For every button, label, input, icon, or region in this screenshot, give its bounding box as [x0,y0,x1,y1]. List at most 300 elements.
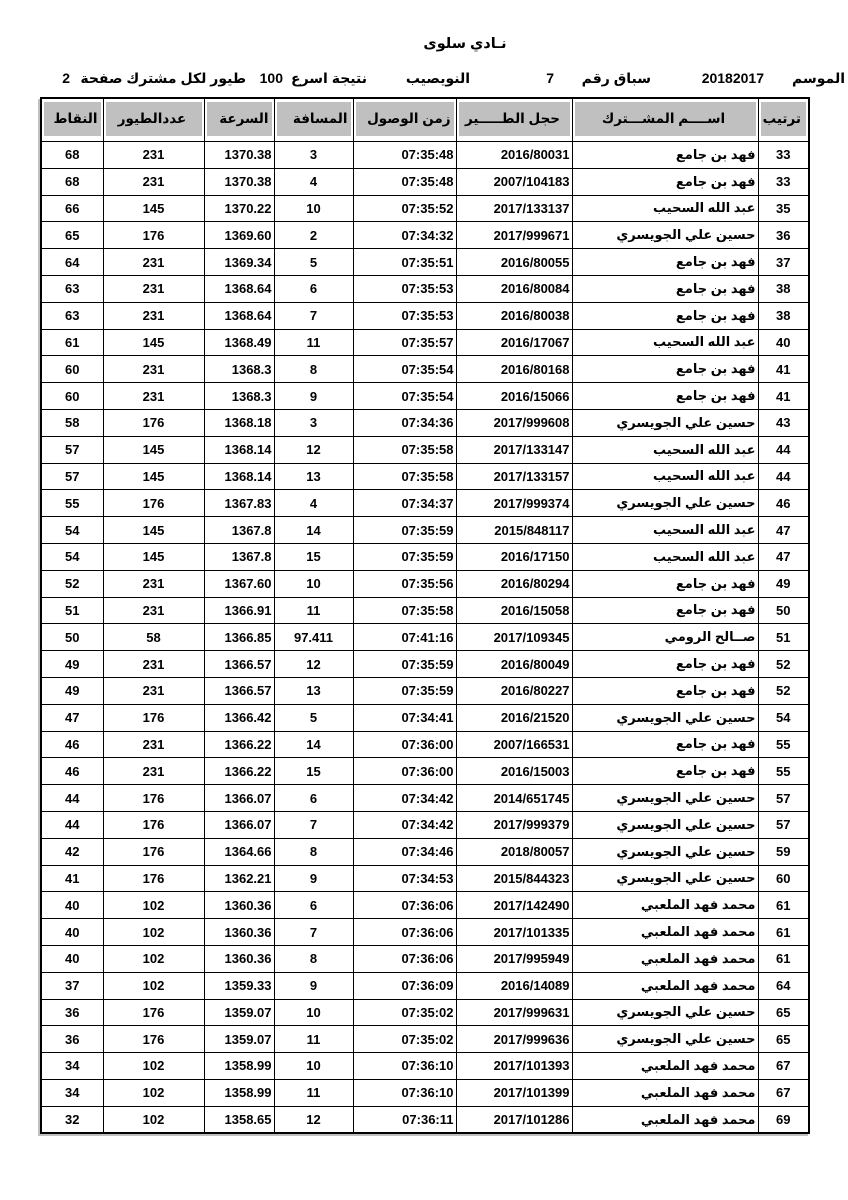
cell-bird-count: 231 [103,249,204,276]
table-row [41,597,809,624]
cell-participant-name: محمد فهد الملعبي [572,892,758,919]
cell-participant-name: حسين علي الجويسري [572,490,758,517]
cell-distance: 8 [274,945,353,972]
cell-points: 57 [41,463,103,490]
cell-arrival-time: 07:35:02 [353,999,456,1026]
cell-arrival-time: 07:34:42 [353,811,456,838]
cell-rank: 59 [758,838,809,865]
cell-points: 51 [41,597,103,624]
cell-bird-ring: 2016/80227 [456,677,572,704]
cell-points: 47 [41,704,103,731]
cell-distance: 6 [274,892,353,919]
table-row [41,758,809,785]
cell-rank: 57 [758,785,809,812]
cell-bird-ring: 2016/21520 [456,704,572,731]
cell-distance: 3 [274,142,353,169]
cell-participant-name: فهد بن جامع [572,731,758,758]
cell-rank: 43 [758,409,809,436]
cell-participant-name: عبد الله السحيب [572,463,758,490]
cell-distance: 10 [274,1053,353,1080]
race-number-value: 7 [546,70,554,86]
cell-bird-ring: 2016/17150 [456,543,572,570]
cell-arrival-time: 07:35:59 [353,677,456,704]
cell-arrival-time: 07:35:58 [353,436,456,463]
cell-bird-count: 176 [103,409,204,436]
cell-speed: 1368.49 [204,329,274,356]
cell-bird-ring: 2017/999608 [456,409,572,436]
cell-arrival-time: 07:34:37 [353,490,456,517]
cell-bird-ring: 2014/651745 [456,785,572,812]
report-meta-line [0,66,848,92]
cell-rank: 55 [758,758,809,785]
cell-distance: 9 [274,383,353,410]
cell-points: 37 [41,972,103,999]
cell-rank: 52 [758,677,809,704]
cell-speed: 1366.07 [204,811,274,838]
header-distance: المسافة [274,98,353,142]
cell-speed: 1370.22 [204,195,274,222]
cell-distance: 6 [274,275,353,302]
cell-points: 58 [41,409,103,436]
cell-distance: 8 [274,838,353,865]
cell-bird-count: 176 [103,490,204,517]
header-participant-name: اســــم المشـــترك [572,98,758,142]
result-birds-count: 100 [259,70,283,86]
cell-bird-count: 102 [103,1053,204,1080]
cell-bird-count: 231 [103,570,204,597]
cell-bird-count: 176 [103,785,204,812]
cell-arrival-time: 07:35:48 [353,168,456,195]
cell-bird-count: 176 [103,838,204,865]
cell-participant-name: فهد بن جامع [572,677,758,704]
cell-arrival-time: 07:35:48 [353,142,456,169]
cell-distance: 4 [274,168,353,195]
cell-points: 36 [41,999,103,1026]
cell-bird-count: 176 [103,1026,204,1053]
cell-participant-name: حسين علي الجويسري [572,409,758,436]
table-row [41,383,809,410]
cell-bird-count: 145 [103,195,204,222]
cell-points: 66 [41,195,103,222]
cell-bird-ring: 2017/999379 [456,811,572,838]
table-row [41,195,809,222]
cell-bird-count: 231 [103,597,204,624]
cell-arrival-time: 07:36:00 [353,731,456,758]
cell-bird-ring: 2016/17067 [456,329,572,356]
table-row [41,168,809,195]
cell-participant-name: فهد بن جامع [572,275,758,302]
cell-arrival-time: 07:34:36 [353,409,456,436]
cell-rank: 38 [758,275,809,302]
table-row [41,972,809,999]
table-row [41,302,809,329]
cell-speed: 1359.07 [204,999,274,1026]
cell-distance: 11 [274,1026,353,1053]
cell-rank: 55 [758,731,809,758]
cell-bird-ring: 2016/80038 [456,302,572,329]
cell-speed: 1366.85 [204,624,274,651]
cell-distance: 13 [274,463,353,490]
table-row [41,490,809,517]
cell-participant-name: حسين علي الجويسري [572,838,758,865]
cell-participant-name: محمد فهد الملعبي [572,1079,758,1106]
cell-arrival-time: 07:34:42 [353,785,456,812]
cell-bird-ring: 2017/133157 [456,463,572,490]
cell-participant-name: محمد فهد الملعبي [572,1106,758,1133]
cell-distance: 97.411 [274,624,353,651]
cell-speed: 1368.14 [204,463,274,490]
cell-bird-ring: 2016/80049 [456,651,572,678]
cell-participant-name: صــالح الرومي [572,624,758,651]
header-speed: السرعة [204,98,274,142]
cell-participant-name: محمد فهد الملعبي [572,945,758,972]
cell-rank: 52 [758,651,809,678]
cell-participant-name: فهد بن جامع [572,758,758,785]
cell-rank: 67 [758,1053,809,1080]
result-label: نتيجة اسرع [291,70,367,86]
cell-participant-name: فهد بن جامع [572,570,758,597]
cell-bird-ring: 2017/999374 [456,490,572,517]
cell-bird-count: 102 [103,945,204,972]
cell-bird-ring: 2016/15003 [456,758,572,785]
cell-arrival-time: 07:34:46 [353,838,456,865]
table-row [41,249,809,276]
cell-distance: 13 [274,677,353,704]
cell-points: 54 [41,517,103,544]
cell-bird-count: 102 [103,972,204,999]
cell-points: 49 [41,677,103,704]
cell-points: 52 [41,570,103,597]
cell-rank: 38 [758,302,809,329]
header-bird-ring: حجل الطـــــير [456,98,572,142]
cell-distance: 10 [274,195,353,222]
cell-arrival-time: 07:36:10 [353,1053,456,1080]
cell-speed: 1366.07 [204,785,274,812]
table-row [41,409,809,436]
table-row [41,651,809,678]
cell-bird-count: 231 [103,275,204,302]
cell-distance: 12 [274,1106,353,1133]
cell-arrival-time: 07:36:06 [353,892,456,919]
table-row [41,1106,809,1133]
cell-arrival-time: 07:41:16 [353,624,456,651]
cell-distance: 12 [274,436,353,463]
cell-arrival-time: 07:35:54 [353,383,456,410]
table-row [41,945,809,972]
cell-distance: 12 [274,651,353,678]
cell-rank: 33 [758,142,809,169]
cell-speed: 1360.36 [204,945,274,972]
table-row [41,463,809,490]
cell-distance: 7 [274,919,353,946]
cell-distance: 2 [274,222,353,249]
cell-points: 61 [41,329,103,356]
table-row [41,919,809,946]
cell-points: 68 [41,142,103,169]
cell-arrival-time: 07:36:10 [353,1079,456,1106]
results-table [40,97,810,1134]
cell-rank: 60 [758,865,809,892]
cell-distance: 11 [274,597,353,624]
cell-participant-name: محمد فهد الملعبي [572,972,758,999]
cell-arrival-time: 07:35:02 [353,1026,456,1053]
cell-bird-count: 231 [103,168,204,195]
cell-distance: 5 [274,249,353,276]
cell-bird-count: 231 [103,142,204,169]
cell-rank: 33 [758,168,809,195]
cell-speed: 1370.38 [204,142,274,169]
cell-bird-ring: 2017/133147 [456,436,572,463]
cell-speed: 1359.33 [204,972,274,999]
cell-arrival-time: 07:35:53 [353,302,456,329]
cell-arrival-time: 07:35:56 [353,570,456,597]
cell-speed: 1360.36 [204,919,274,946]
cell-distance: 10 [274,570,353,597]
cell-distance: 15 [274,543,353,570]
table-row [41,570,809,597]
cell-rank: 49 [758,570,809,597]
per-participant-page-label: طيور لكل مشترك صفحة [80,70,246,86]
cell-participant-name: فهد بن جامع [572,597,758,624]
season-value: 20182017 [701,70,764,86]
cell-participant-name: فهد بن جامع [572,651,758,678]
cell-distance: 15 [274,758,353,785]
cell-speed: 1359.07 [204,1026,274,1053]
cell-bird-ring: 2007/166531 [456,731,572,758]
table-row [41,1053,809,1080]
cell-arrival-time: 07:36:00 [353,758,456,785]
cell-speed: 1369.60 [204,222,274,249]
cell-arrival-time: 07:35:59 [353,517,456,544]
table-row [41,356,809,383]
cell-points: 60 [41,356,103,383]
cell-rank: 54 [758,704,809,731]
table-row [41,785,809,812]
cell-distance: 6 [274,785,353,812]
cell-rank: 40 [758,329,809,356]
table-row [41,838,809,865]
cell-participant-name: عبد الله السحيب [572,543,758,570]
table-row [41,677,809,704]
table-body [41,142,809,1134]
cell-points: 60 [41,383,103,410]
cell-bird-ring: 2016/15058 [456,597,572,624]
cell-rank: 69 [758,1106,809,1133]
cell-rank: 37 [758,249,809,276]
cell-arrival-time: 07:36:11 [353,1106,456,1133]
cell-bird-count: 231 [103,731,204,758]
cell-distance: 14 [274,731,353,758]
cell-speed: 1367.8 [204,543,274,570]
cell-bird-ring: 2015/848117 [456,517,572,544]
cell-points: 63 [41,275,103,302]
cell-points: 46 [41,731,103,758]
cell-bird-ring: 2015/844323 [456,865,572,892]
cell-points: 42 [41,838,103,865]
cell-arrival-time: 07:35:58 [353,463,456,490]
cell-bird-count: 231 [103,651,204,678]
cell-distance: 7 [274,302,353,329]
table-row [41,865,809,892]
cell-bird-count: 231 [103,356,204,383]
cell-bird-count: 176 [103,999,204,1026]
cell-participant-name: عبد الله السحيب [572,329,758,356]
cell-points: 41 [41,865,103,892]
cell-speed: 1368.3 [204,356,274,383]
cell-bird-ring: 2016/15066 [456,383,572,410]
header-arrival-time: زمن الوصول [353,98,456,142]
cell-bird-count: 102 [103,1079,204,1106]
cell-points: 49 [41,651,103,678]
cell-points: 44 [41,811,103,838]
cell-speed: 1366.57 [204,651,274,678]
cell-points: 46 [41,758,103,785]
cell-rank: 65 [758,999,809,1026]
table-row [41,999,809,1026]
cell-speed: 1367.8 [204,517,274,544]
cell-speed: 1358.99 [204,1079,274,1106]
table-row [41,1026,809,1053]
cell-rank: 36 [758,222,809,249]
cell-arrival-time: 07:34:53 [353,865,456,892]
cell-speed: 1366.22 [204,758,274,785]
cell-speed: 1366.91 [204,597,274,624]
cell-bird-count: 102 [103,919,204,946]
cell-distance: 14 [274,517,353,544]
table-row [41,142,809,169]
cell-rank: 41 [758,383,809,410]
cell-participant-name: حسين علي الجويسري [572,999,758,1026]
cell-bird-count: 145 [103,543,204,570]
cell-rank: 47 [758,517,809,544]
cell-rank: 47 [758,543,809,570]
cell-bird-ring: 2017/101393 [456,1053,572,1080]
cell-distance: 5 [274,704,353,731]
cell-distance: 11 [274,1079,353,1106]
cell-speed: 1368.64 [204,302,274,329]
cell-rank: 61 [758,919,809,946]
cell-bird-count: 176 [103,865,204,892]
cell-arrival-time: 07:35:52 [353,195,456,222]
cell-rank: 65 [758,1026,809,1053]
cell-rank: 41 [758,356,809,383]
cell-bird-count: 176 [103,222,204,249]
header-bird-count: عددالطيور [103,98,204,142]
table-row [41,543,809,570]
table-row [41,329,809,356]
cell-rank: 57 [758,811,809,838]
cell-speed: 1366.22 [204,731,274,758]
cell-bird-count: 176 [103,811,204,838]
cell-rank: 46 [758,490,809,517]
cell-points: 55 [41,490,103,517]
cell-bird-count: 231 [103,758,204,785]
cell-points: 32 [41,1106,103,1133]
cell-distance: 9 [274,972,353,999]
cell-points: 34 [41,1079,103,1106]
cell-points: 64 [41,249,103,276]
page-number: 2 [62,70,70,86]
cell-arrival-time: 07:35:57 [353,329,456,356]
cell-points: 40 [41,892,103,919]
cell-arrival-time: 07:35:59 [353,651,456,678]
cell-bird-ring: 2017/999631 [456,999,572,1026]
header-points: النقاط [41,98,103,142]
cell-bird-ring: 2016/14089 [456,972,572,999]
cell-bird-count: 231 [103,302,204,329]
table-row [41,704,809,731]
cell-speed: 1368.64 [204,275,274,302]
header-rank: ترتيب [758,98,809,142]
cell-speed: 1366.42 [204,704,274,731]
cell-arrival-time: 07:34:41 [353,704,456,731]
cell-speed: 1367.83 [204,490,274,517]
cell-bird-ring: 2017/142490 [456,892,572,919]
page-title: نـادي سلوى [423,36,507,52]
cell-rank: 61 [758,892,809,919]
cell-arrival-time: 07:35:58 [353,597,456,624]
cell-arrival-time: 07:36:09 [353,972,456,999]
cell-distance: 9 [274,865,353,892]
cell-bird-count: 145 [103,517,204,544]
cell-participant-name: فهد بن جامع [572,383,758,410]
table-header-row [41,98,809,142]
race-location: النويصيب [405,70,470,86]
cell-bird-ring: 2007/104183 [456,168,572,195]
cell-rank: 61 [758,945,809,972]
cell-points: 36 [41,1026,103,1053]
cell-distance: 3 [274,409,353,436]
cell-arrival-time: 07:34:32 [353,222,456,249]
cell-bird-ring: 2017/133137 [456,195,572,222]
cell-bird-count: 145 [103,329,204,356]
cell-points: 54 [41,543,103,570]
cell-rank: 51 [758,624,809,651]
cell-participant-name: محمد فهد الملعبي [572,919,758,946]
table-row [41,624,809,651]
cell-arrival-time: 07:35:53 [353,275,456,302]
cell-participant-name: حسين علي الجويسري [572,785,758,812]
cell-distance: 11 [274,329,353,356]
cell-arrival-time: 07:36:06 [353,945,456,972]
cell-bird-count: 102 [103,892,204,919]
cell-speed: 1370.38 [204,168,274,195]
cell-participant-name: حسين علي الجويسري [572,811,758,838]
table-row [41,436,809,463]
table-row [41,275,809,302]
cell-speed: 1360.36 [204,892,274,919]
cell-distance: 10 [274,999,353,1026]
cell-rank: 50 [758,597,809,624]
cell-participant-name: محمد فهد الملعبي [572,1053,758,1080]
cell-bird-count: 145 [103,463,204,490]
cell-rank: 67 [758,1079,809,1106]
cell-speed: 1358.99 [204,1053,274,1080]
cell-participant-name: فهد بن جامع [572,142,758,169]
table-row [41,731,809,758]
cell-bird-count: 231 [103,677,204,704]
cell-points: 65 [41,222,103,249]
cell-participant-name: فهد بن جامع [572,356,758,383]
cell-speed: 1362.21 [204,865,274,892]
cell-bird-ring: 2017/101335 [456,919,572,946]
cell-rank: 35 [758,195,809,222]
cell-points: 68 [41,168,103,195]
cell-participant-name: حسين علي الجويسري [572,222,758,249]
cell-distance: 7 [274,811,353,838]
cell-points: 50 [41,624,103,651]
cell-participant-name: حسين علي الجويسري [572,704,758,731]
